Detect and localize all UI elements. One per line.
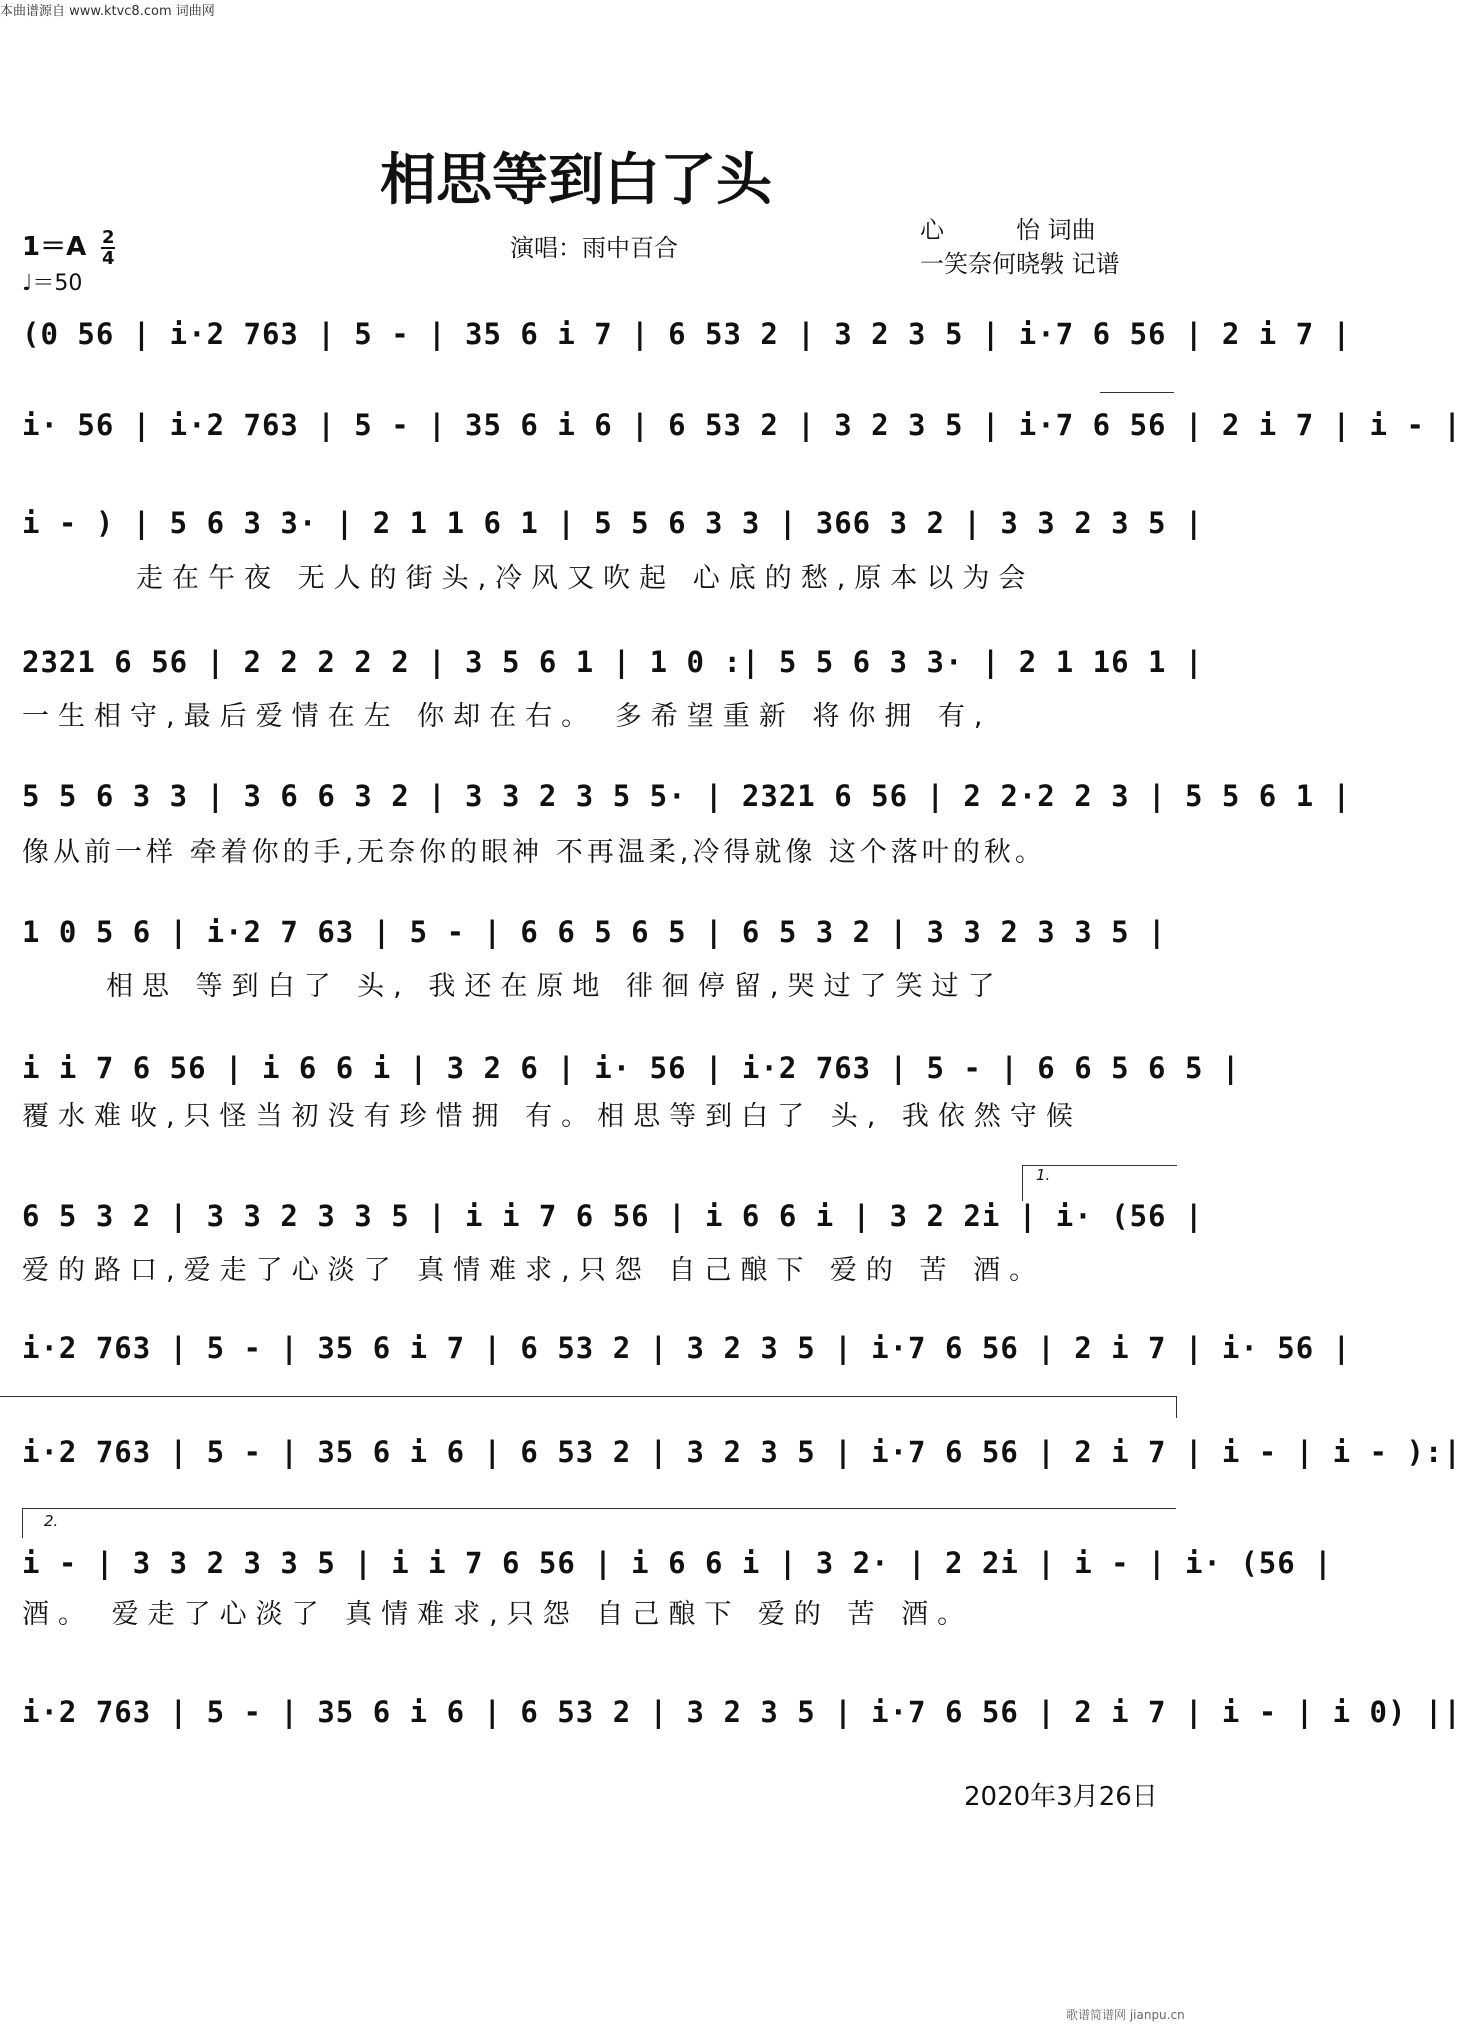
system-5-lyrics: 像从前一样 牵着你的手,无奈你的眼神 不再温柔,冷得就像 这个落叶的秋。 [22,837,1046,868]
system-10-notes: i·2 763 | 5 - | 35 6 i 6 | 6 53 2 | 3 2 3 5 | i·7 6 56 | 2 i 7 | i - | i - ):| [22,1435,1462,1469]
system-4-lyrics: 一生相守,最后爱情在左 你却在右。 多希望重新 将你拥 有, [22,701,992,732]
volta-1-label: 1. [1036,1166,1051,1184]
source-watermark: 本曲谱源自 www.ktvc8.com 词曲网 [0,4,215,19]
system-7-lyrics: 覆水难收,只怪当初没有珍惜拥 有。相思等到白了 头, 我依然守候 [22,1101,1082,1132]
system-9-notes: i·2 763 | 5 - | 35 6 i 7 | 6 53 2 | 3 2 3 5 | i·7 6 56 | 2 i 7 | i· 56 | [22,1331,1352,1365]
tempo-marking [22,266,82,297]
tempo-value: ＝50 [32,271,83,296]
system-6-lyrics: 相思 等到白了 头, 我还在原地 徘徊停留,哭过了笑过了 [106,971,1004,1002]
volta-1-tick [1022,1165,1023,1201]
time-signature-top: 2 [102,226,115,248]
song-title: 相思等到白了头 [380,148,772,213]
footer-site-watermark: 歌谱简谱网 jianpu.cn [1066,2008,1185,2022]
singer-label: 演唱：雨中百合 [510,234,678,262]
system-1-notes: (0 56 | i·2 763 | 5 - | 35 6 i 7 | 6 53 2 | 3 2 3 5 | i·7 6 56 | 2 i 7 | [22,317,1352,351]
key-label: 1＝A [22,232,87,262]
quarter-note-icon: ♩ [22,271,33,296]
volta-2-tick [22,1508,23,1538]
system-3-notes: i - ) | 5 6 3 3· | 2 1 1 6 1 | 5 5 6 3 3 | 366 3 2 | 3 3 2 3 5 | [22,506,1204,540]
time-signature-bottom: 4 [102,247,115,269]
credit-transcriber: 一笑奈何晓斅 记谱 [920,250,1120,278]
system-3-lyrics: 走在午夜 无人的街头,冷风又吹起 心底的愁,原本以为会 [136,563,1035,594]
key-signature [22,226,115,268]
transcription-date: 2020年3月26日 [964,1782,1158,1812]
system-12-notes: i·2 763 | 5 - | 35 6 i 6 | 6 53 2 | 3 2 3 5 | i·7 6 56 | 2 i 7 | i - | i 0) || [22,1695,1462,1729]
system-11-notes: i - | 3 3 2 3 3 5 | i i 7 6 56 | i 6 6 i | 3 2· | 2 2i | i - | i· (56 | [22,1546,1333,1580]
system-5-notes: 5 5 6 3 3 | 3 6 6 3 2 | 3 3 2 3 5 5· | 2321 6 56 | 2 2·2 2 3 | 5 5 6 1 | [22,779,1352,813]
tie-line [1100,392,1174,393]
volta-1-end-tick [1176,1396,1177,1418]
system-11-lyrics: 酒。 爱走了心淡了 真情难求,只怨 自己酿下 爱的 苦 酒。 [22,1599,974,1630]
system-7-notes: i i 7 6 56 | i 6 6 i | 3 2 6 | i· 56 | i·2 763 | 5 - | 6 6 5 6 5 | [22,1051,1241,1085]
volta-2-bracket [22,1508,1176,1509]
credit-lyrics-music: 心 怡 词曲 [920,216,1096,244]
system-4-notes: 2321 6 56 | 2 2 2 2 2 | 3 5 6 1 | 1 0 :| 5 5 6 3 3· | 2 1 16 1 | [22,645,1204,679]
system-8-lyrics: 爱的路口,爱走了心淡了 真情难求,只怨 自己酿下 爱的 苦 酒。 [22,1255,1046,1286]
volta-2-label: 2. [44,1512,59,1530]
system-2-notes: i· 56 | i·2 763 | 5 - | 35 6 i 6 | 6 53 2 | 3 2 3 5 | i·7 6 56 | 2 i 7 | i - | [22,408,1462,442]
system-8-notes: 6 5 3 2 | 3 3 2 3 3 5 | i i 7 6 56 | i 6 6 i | 3 2 2i | i· (56 | [22,1199,1204,1233]
volta-1-continuation [0,1396,1176,1397]
system-6-notes: 1 0 5 6 | i·2 7 63 | 5 - | 6 6 5 6 5 | 6 5 3 2 | 3 3 2 3 3 5 | [22,915,1167,949]
time-signature [101,228,115,268]
